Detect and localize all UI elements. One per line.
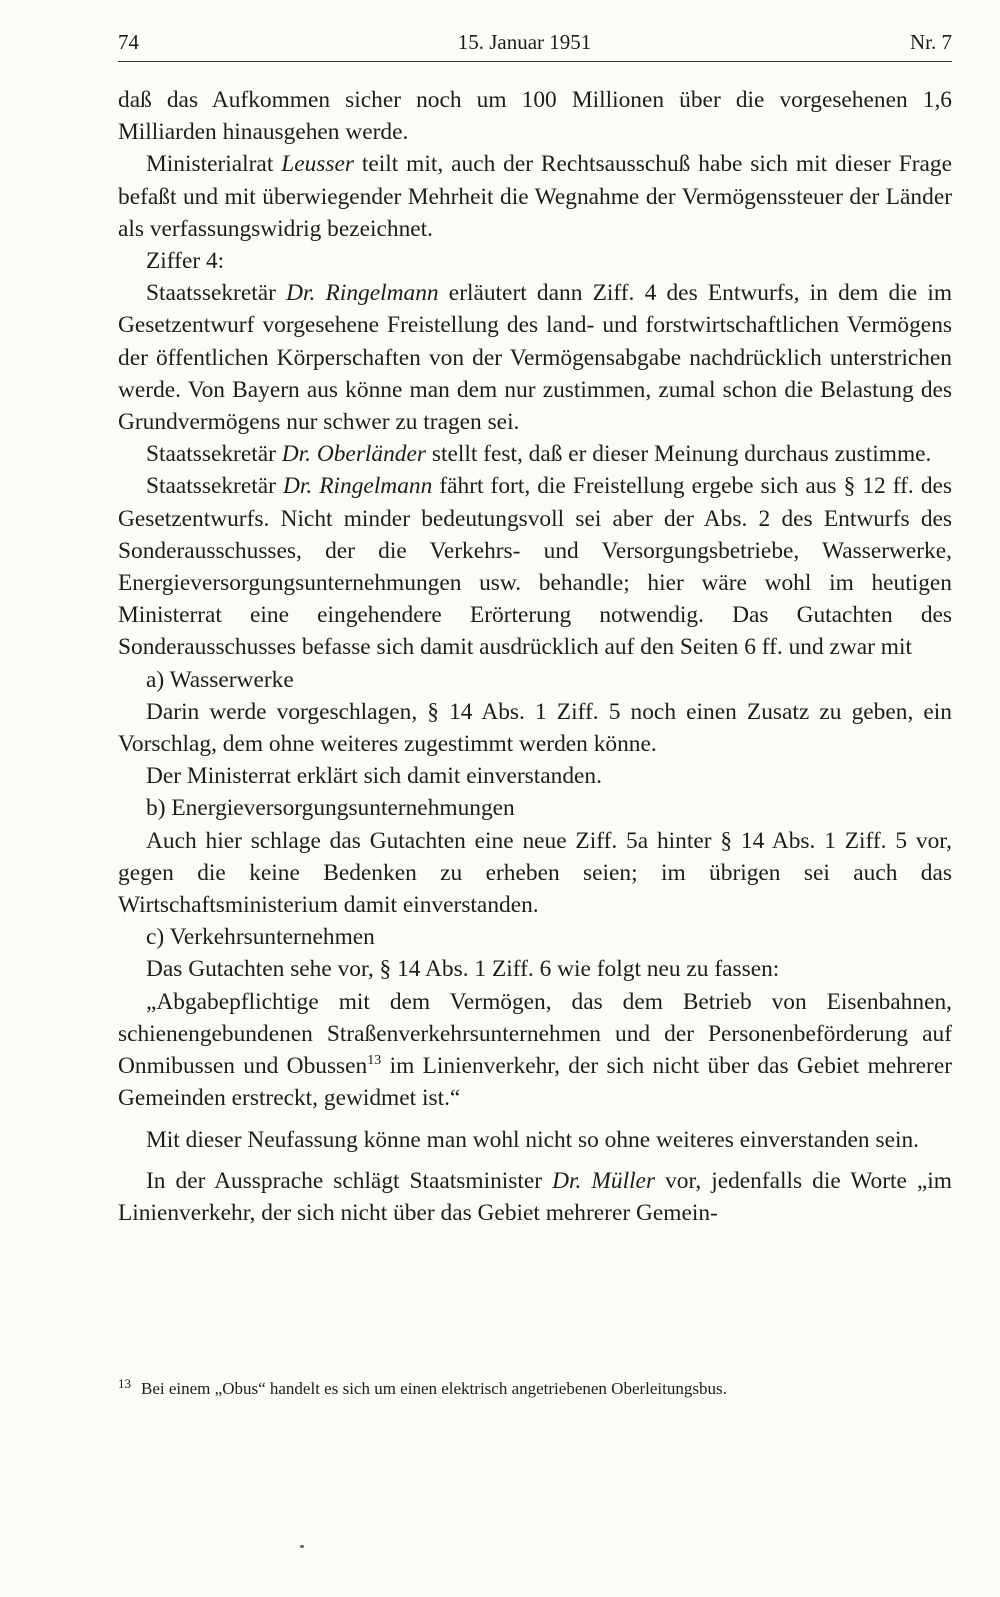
header-date: 15. Januar 1951 (457, 30, 592, 54)
page-header (118, 30, 952, 62)
text-run: Auch hier schlage das Gutachten eine neue Ziff. 5a hinter § 14 Abs. 1 Ziff. 5 vor, gegen die keine Bedenken zu erheben seien; im übrigen sei auch das Wirtschaftsministerium damit einverstanden. (118, 827, 952, 919)
paragraph (118, 953, 952, 985)
paragraph (118, 1124, 952, 1156)
text-run: Ziffer 4: (146, 248, 225, 275)
text-run: teilt mit, auch der Rechtsausschuß habe sich mit dieser Frage befaßt und mit überwiegender Mehrheit die Wegnahme der Vermögenssteuer der Länder als verfassungswidrig bezeichnet. (118, 151, 952, 242)
document-page (118, 30, 952, 1229)
text-run: vor, jedenfalls die Worte „im Linienverkehr, der sich nicht über das Gebiet mehrerer Gemein- (118, 1167, 952, 1226)
paragraph (118, 148, 952, 245)
paragraph (118, 760, 952, 792)
text-run: stellt fest, daß er dieser Meinung durchaus zustimme. (426, 441, 932, 468)
person-name: Dr. Müller (552, 1167, 656, 1194)
person-name: Dr. Ringelmann (282, 473, 433, 500)
paragraph (118, 792, 952, 824)
person-name: Leusser (281, 151, 354, 178)
paragraph (118, 1165, 952, 1229)
paragraph (118, 664, 952, 696)
paragraph (118, 438, 952, 470)
text-run: Mit dieser Neufassung könne man wohl nicht so ohne weiteres einverstanden sein. (146, 1126, 919, 1153)
footnote (118, 1378, 952, 1400)
paper-speck (300, 1545, 304, 1548)
paragraph (118, 245, 952, 277)
text-run: Das Gutachten sehe vor, § 14 Abs. 1 Ziff. 6 wie folgt neu zu fassen: (146, 956, 780, 983)
footnote-ref: 13 (367, 1053, 382, 1069)
person-name: Dr. Oberländer (281, 441, 426, 468)
paragraph (118, 921, 952, 953)
footnote-mark: 13 (118, 1376, 131, 1391)
person-name: Dr. Ringelmann (286, 280, 439, 307)
text-run: erläutert dann Ziff. 4 des Entwurfs, in dem die im Gesetzentwurf vorgesehene Freistellung des land- und forstwirtschaftlichen Vermögens der öffentlichen Körperschaften von der Vermögensabgabe nachdrücklich unterstrichen werde. Von Bayern aus könne man dem nur zustimmen, zumal schon die Belastung des Grundvermögens nur schwer zu tragen sei. (118, 280, 953, 436)
text-run: im Linienverkehr, der sich nicht über das Gebiet mehrerer Gemeinden erstreckt, gewidmet ist.“ (118, 1053, 952, 1112)
body-text (118, 84, 952, 1229)
text-run: fährt fort, die Freistellung ergebe sich aus § 12 ff. des Gesetzentwurfs. Nicht minder bedeutungsvoll sei aber der Abs. 2 des Entwurfs des Sonderausschusses, der die Verkehrs- und Versorgungsbetriebe, Wasserwerke, Energieversorgungsunternehmungen usw. behandle; hier wäre wohl im heutigen Ministerrat eine eingehendere Erörterung notwendig. Das Gutachten des Sonderausschusses befasse sich damit ausdrücklich auf den Seiten 6 ff. und zwar mit (118, 473, 952, 661)
text-run: „Abgabepflichtige mit dem Vermögen, das dem Betrieb von Eisenbahnen, schienengebundenen Straßenverkehrsunternehmen und der Personenbeförderung auf Onmibussen und Obussen (118, 988, 952, 1080)
paragraph (118, 84, 952, 148)
text-run: c) Verkehrsunternehmen (146, 924, 375, 951)
paragraph (118, 986, 952, 1115)
page-number: 74 (118, 30, 139, 54)
text-run: b) Energieversorgungsunternehmungen (146, 795, 515, 822)
paragraph (118, 277, 952, 438)
paragraph (118, 470, 952, 663)
text-run: Der Ministerrat erklärt sich damit einverstanden. (146, 763, 602, 790)
text-run: a) Wasserwerke (146, 666, 294, 693)
text-run: Darin werde vorgeschlagen, § 14 Abs. 1 Ziff. 5 noch einen Zusatz zu geben, ein Vorschlag, dem ohne weiteres zugestimmt werden könne. (118, 698, 952, 758)
issue-number: Nr. 7 (910, 30, 952, 54)
text-run: Staatssekretär (146, 441, 282, 468)
text-run: Ministerialrat (146, 151, 282, 178)
paragraph (118, 825, 952, 922)
paragraph (118, 696, 952, 760)
text-run: Staatssekretär (146, 473, 283, 500)
text-run: Staatssekretär (146, 280, 287, 307)
text-run: daß das Aufkommen sicher noch um 100 Millionen über die vorgesehenen 1,6 Milliarden hinausgehen werde. (118, 87, 952, 146)
text-run: In der Aussprache schlägt Staatsminister (146, 1167, 553, 1194)
footnote-text: Bei einem „Obus“ handelt es sich um einen elektrisch angetriebenen Oberleitungsbus. (141, 1379, 727, 1398)
